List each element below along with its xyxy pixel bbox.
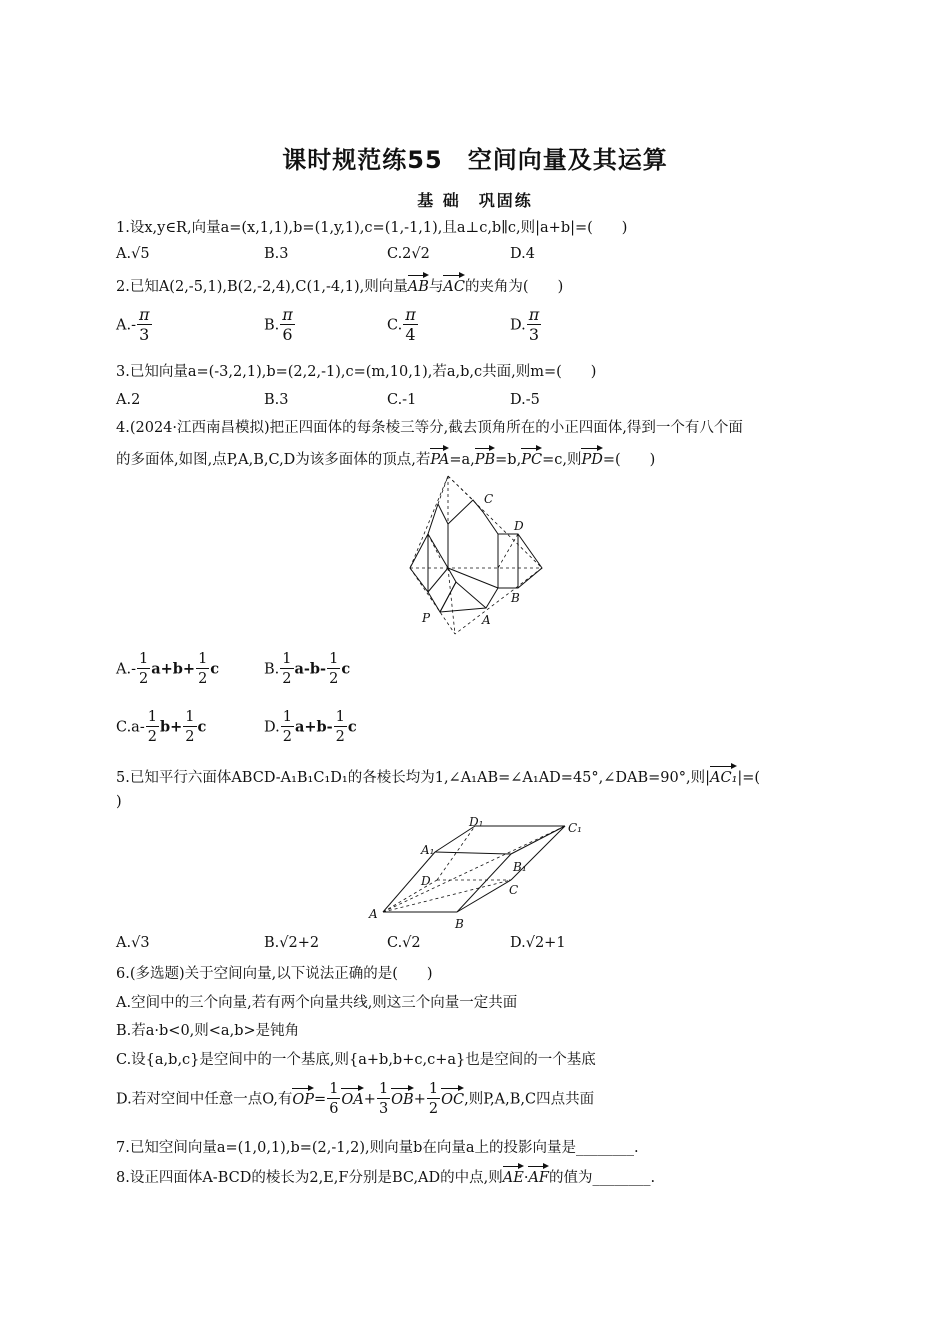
fraction: $\frac{\pi}{3}$ <box>138 305 150 344</box>
q2-option-a[interactable] <box>116 306 153 345</box>
q3-option-c[interactable]: C.-1 <box>387 392 417 408</box>
vector-pc: PC <box>521 446 542 470</box>
label-p: P <box>422 611 431 625</box>
label-c: C <box>484 492 494 506</box>
q7-stem: 7.已知空间向量a=(1,0,1),b=(2,-1,2),则向量b在向量a上的投影向量是________. <box>116 1140 639 1156</box>
label-b: B <box>511 591 520 605</box>
label-a: A <box>482 613 491 627</box>
q2-stem-tail: 的夹角为( ) <box>464 279 564 295</box>
q2-option-c[interactable] <box>387 306 419 345</box>
q1-option-a[interactable]: A.√5 <box>116 246 150 262</box>
fraction: $\frac{1}{2}$ <box>329 651 339 687</box>
opt-label: C. <box>387 317 403 334</box>
vector-af: AF <box>528 1164 549 1188</box>
opt-label: D. <box>510 317 526 334</box>
q5-option-b[interactable]: B.√2+2 <box>264 935 320 951</box>
vector-ac: AC <box>443 273 465 297</box>
q2-stem <box>116 273 563 297</box>
parallelepiped-figure <box>365 814 590 932</box>
fraction: $\frac{1}{2}$ <box>185 709 195 745</box>
fraction: $\frac{1}{2}$ <box>138 651 149 687</box>
label-d1: D₁ <box>469 815 484 829</box>
fraction: $\frac{\pi}{6}$ <box>282 305 293 344</box>
q5-stem: 5.已知平行六面体ABCD-A₁B₁C₁D₁的各棱长均为1,∠A₁AB=∠A₁AD=45°,∠DAB=90°,则|AC₁|=( <box>116 764 760 788</box>
label-c1: C₁ <box>568 821 582 835</box>
fraction: $\frac{\pi}{3}$ <box>528 305 540 344</box>
q4-option-a[interactable]: A.- $\frac{1}{2}$ a+b+ $\frac{1}{2}$ c <box>116 651 220 687</box>
q4-option-b[interactable]: B. $\frac{1}{2}$ a-b- $\frac{1}{2}$ c <box>264 651 351 687</box>
q4-option-c[interactable]: C.a- $\frac{1}{2}$ b+ $\frac{1}{2}$ c <box>116 709 207 745</box>
vector-ob: OB <box>391 1086 414 1110</box>
label-c: C <box>509 883 519 897</box>
vector-pb: PB <box>475 446 495 470</box>
q1-stem: 1.设x,y∈R,向量a=(x,1,1),b=(1,y,1),c=(1,-1,1),且a⊥c,b∥c,则|a+b|=( ) <box>116 220 628 236</box>
q3-option-a[interactable]: A.2 <box>116 392 141 408</box>
vector-op: OP <box>292 1086 314 1110</box>
label-d: D <box>421 874 431 888</box>
vector-ac1: AC₁ <box>710 764 737 788</box>
fraction: $\frac{\pi}{4}$ <box>405 305 416 344</box>
fraction: $\frac{1}{2}$ <box>282 709 292 745</box>
fraction: $\frac{1}{2}$ <box>428 1081 439 1117</box>
opt-label: B. <box>264 317 280 334</box>
polyhedron-figure <box>400 468 550 638</box>
fraction: $\frac{1}{2}$ <box>198 651 208 687</box>
fraction: $\frac{1}{2}$ <box>282 651 292 687</box>
page-title: 课时规范练55 空间向量及其运算 <box>282 146 668 174</box>
q3-option-b[interactable]: B.3 <box>264 392 289 408</box>
q5-stem-close: ) <box>116 794 122 810</box>
q5-option-a[interactable]: A.√3 <box>116 935 150 951</box>
label-d: D <box>514 519 524 533</box>
fraction: $\frac{1}{6}$ <box>329 1081 339 1117</box>
vector-pd: PD <box>581 446 602 470</box>
q8-stem: 8.设正四面体A-BCD的棱长为2,E,F分别是BC,AD的中点,则AE·AF的值为________. <box>116 1164 655 1188</box>
q1-option-b[interactable]: B.3 <box>264 246 289 262</box>
q4-stem-1: 4.(2024·江西南昌模拟)把正四面体的每条棱三等分,截去顶角所在的小正四面体,得到一个有八个面 <box>116 420 743 436</box>
q2-stem-text: 2.已知A(2,-5,1),B(2,-2,4),C(1,-4,1),则向量 <box>116 279 408 295</box>
vector-ae: AE <box>503 1164 524 1188</box>
q6-option-b[interactable]: B.若a·b<0,则<a,b>是钝角 <box>116 1023 300 1039</box>
q1-option-d[interactable]: D.4 <box>510 246 535 262</box>
fraction: $\frac{1}{2}$ <box>335 709 345 745</box>
vector-oc: OC <box>441 1086 464 1110</box>
opt-label: A.- <box>116 317 136 334</box>
vector-ab: AB <box>408 273 429 297</box>
q5-option-c[interactable]: C.√2 <box>387 935 421 951</box>
label-a1: A₁ <box>421 843 435 857</box>
fraction: $\frac{1}{3}$ <box>378 1081 389 1117</box>
q6-stem: 6.(多选题)关于空间向量,以下说法正确的是( ) <box>116 966 433 982</box>
q2-option-d[interactable] <box>510 306 542 345</box>
q3-option-d[interactable]: D.-5 <box>510 392 540 408</box>
q4-stem-text: 的多面体,如图,点P,A,B,C,D为该多面体的顶点,若 <box>116 452 431 468</box>
label-b: B <box>455 917 464 931</box>
q6-option-c[interactable]: C.设{a,b,c}是空间中的一个基底,则{a+b,b+c,c+a}也是空间的一个基底 <box>116 1052 596 1068</box>
q2-option-b[interactable] <box>264 306 296 345</box>
q4-stem-2: 的多面体,如图,点P,A,B,C,D为该多面体的顶点,若PA=a,PB=b,PC=c,则PD=( ) <box>116 446 655 470</box>
q6-option-d[interactable]: D.若对空间中任意一点O,有OP= $\frac{1}{6}$ OA+ $\frac{1}{3}$ OB+ $\frac{1}{2}$ OC,则P,A,B,C四点共面 <box>116 1081 595 1117</box>
vector-oa: OA <box>341 1086 363 1110</box>
q3-stem: 3.已知向量a=(-3,2,1),b=(2,2,-1),c=(m,10,1),若a,b,c共面,则m=( ) <box>116 364 597 380</box>
label-a: A <box>369 907 378 921</box>
label-b1: B₁ <box>513 860 527 874</box>
q2-mid: 与 <box>428 279 444 295</box>
q5-option-d[interactable]: D.√2+1 <box>510 935 566 951</box>
vector-pa: PA <box>430 446 449 470</box>
q6-option-a[interactable]: A.空间中的三个向量,若有两个向量共线,则这三个向量一定共面 <box>116 995 518 1011</box>
section-heading: 基 础 巩固练 <box>417 191 533 210</box>
fraction: $\frac{1}{2}$ <box>147 709 157 745</box>
q1-option-c[interactable]: C.2√2 <box>387 246 430 262</box>
q4-option-d[interactable]: D. $\frac{1}{2}$ a+b- $\frac{1}{2}$ c <box>264 709 357 745</box>
